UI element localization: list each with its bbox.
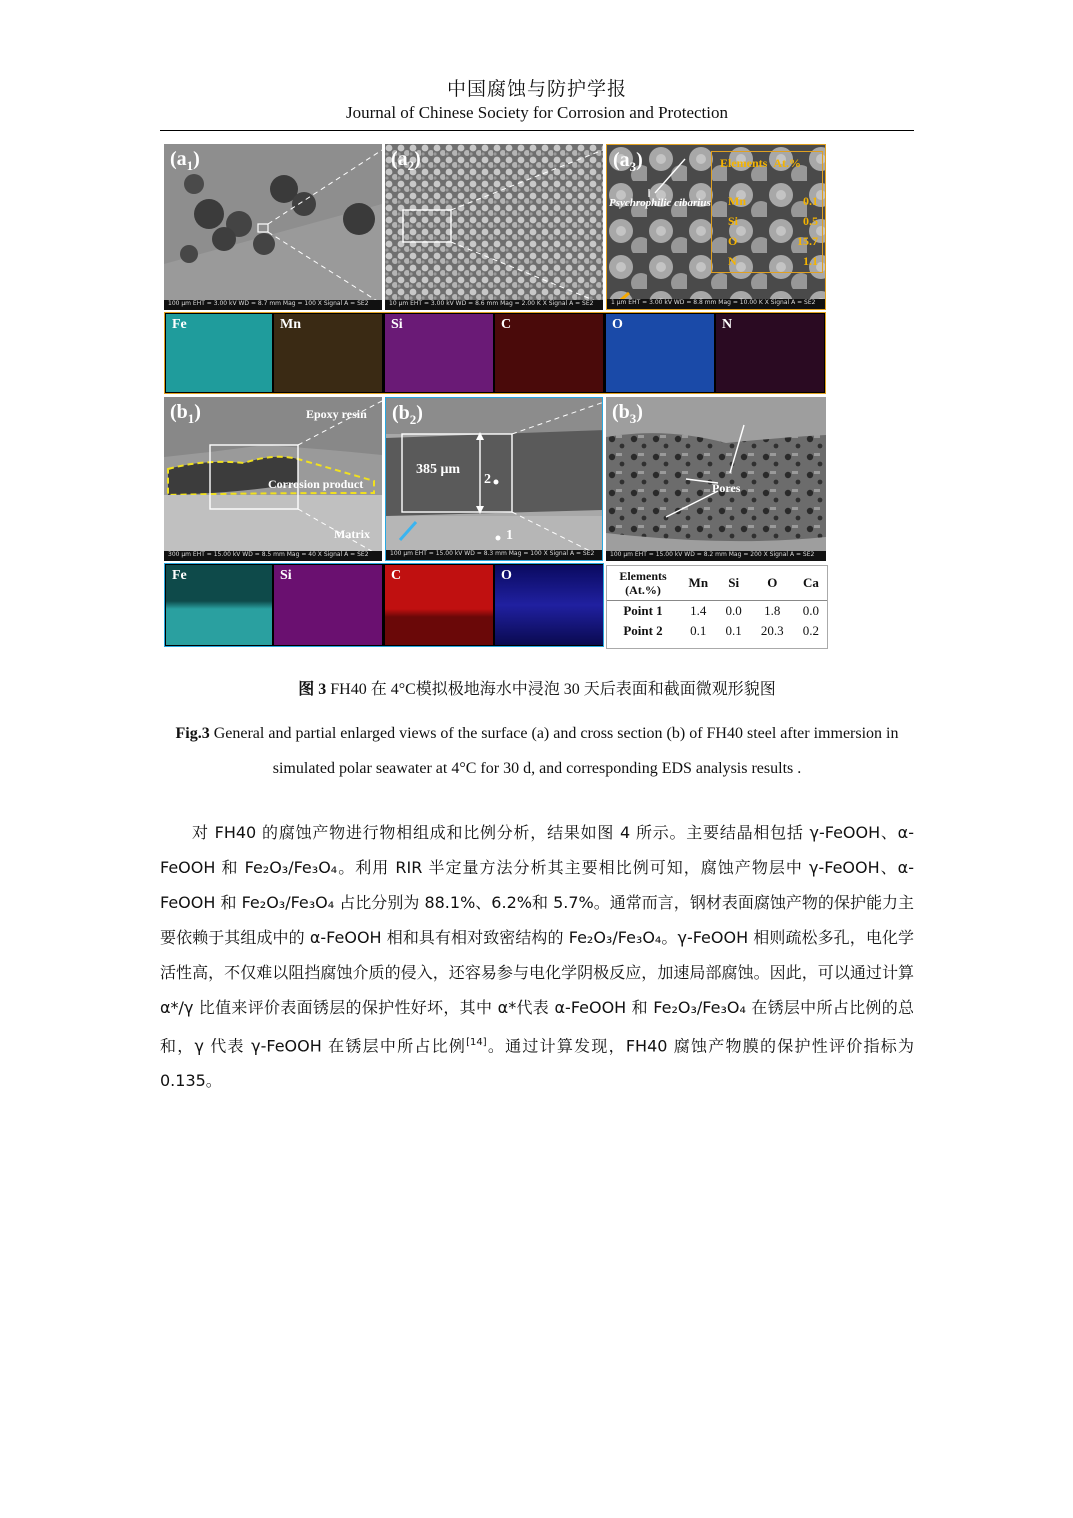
eds-row: Mn 0.1	[728, 194, 818, 208]
b-eds-table	[606, 565, 828, 649]
panel-a2-label: $(a_2)$	[391, 148, 421, 173]
journal-title-cn: 中国腐蚀与防护学报	[446, 78, 627, 100]
body-paragraph: 对 FH40 的腐蚀产物进行物相组成和比例分析，结果如图 4 所示。主要结晶相包括 γ-FeOOH、α-FeOOH 和 Fe₂O₃/Fe₃O₄。利用 RIR 半定量方法分析其主要相比例可知，腐蚀产物层中 γ-FeOOH、α-FeOOH 和 Fe₂O₃/Fe₃O₄ 占比分别为 88.1%、6.2%和 5.7%。通常而言，钢材表面腐蚀产物的保护能力主要依赖于其组成中的 α-FeOOH 相和具有相对致密结构的 Fe₂O₃/Fe₃O₄。γ-FeOOH 相则疏松多孔，电化学活性高，不仅难以阻挡腐蚀介质的侵入，还容易参与电化学阴极反应，加速局部腐蚀。因此，可以通过计算 α*/γ 比值来评价表面锈层的保护性好坏，其中 α*代表 α-FeOOH 和 Fe₂O₃/Fe₃O₄ 在锈层中所占比例的总和，γ 代表 γ-FeOOH 在锈层中所占比例[14]。通过计算发现，FH40 腐蚀产物膜的保护性评价指标为 0.135。	[160, 823, 914, 1091]
table-row: Point 2 0.1 0.1 20.3 0.2	[623, 623, 820, 638]
caption-cn-text: FH40 在 4°C模拟极地海水中浸泡 30 天后表面和截面微观形貌图	[326, 681, 776, 698]
b1-matrix-label: Matrix	[334, 527, 370, 541]
b1-corrosion-label: Corrosion product	[268, 477, 364, 491]
panel-b1-label: $(b_1)$	[170, 401, 201, 426]
panel-b2-scalebar: 100 μm EHT = 15.00 kV WD = 8.3 mm Mag = 100 X Signal A = SE2	[386, 550, 602, 560]
table-header-cell: Mn	[679, 566, 718, 601]
figure-caption-cn	[160, 676, 914, 699]
table-header-row	[607, 566, 827, 601]
panel-a3-scalebar: 1 μm EHT = 3.00 kV WD = 8.8 mm Mag = 10.00 K X Signal A = SE2	[607, 299, 825, 309]
b-map-si: Si	[274, 565, 382, 645]
panel-b3-scalebar: 100 μm EHT = 15.00 kV WD = 8.2 mm Mag = 200 X Signal A = SE2	[606, 551, 826, 561]
b2-point2-label: 2	[484, 472, 491, 487]
eds-header-at: At.%	[773, 156, 801, 170]
panel-b2-label: $(b_2)$	[392, 402, 423, 427]
b-map-c: C	[385, 565, 493, 645]
journal-header	[160, 76, 914, 124]
body-text	[160, 815, 914, 1098]
figure-caption-en	[160, 716, 914, 786]
caption-cn-label: 图 3	[298, 681, 327, 698]
panel-a3	[606, 144, 826, 310]
panel-a1	[164, 144, 382, 310]
panel-b3	[606, 397, 826, 561]
panel-a2	[385, 144, 603, 310]
panel-a1-label: $(a_1)$	[170, 148, 200, 173]
a-map-si: Si	[385, 314, 493, 392]
panel-a2-scalebar: 10 μm EHT = 3.00 kV WD = 8.6 mm Mag = 2.00 K X Signal A = SE2	[385, 300, 603, 310]
caption-en-text: General and partial enlarged views of the surface (a) and cross section (b) of FH40 steel after immersion in simulated polar seawater at 4°C for 30 d, and corresponding EDS analysis results .	[209, 725, 899, 777]
b2-thickness-label: 385 μm	[416, 462, 461, 477]
a3-organism-label: Psychrophilic cibarius	[609, 197, 711, 209]
a-map-mn: Mn	[274, 314, 382, 392]
eds-header-elements: Elements	[720, 156, 768, 170]
panel-b1-scalebar: 300 μm EHT = 15.00 kV WD = 8.5 mm Mag = 40 X Signal A = SE2	[164, 551, 382, 561]
table-header-cell: Ca	[795, 566, 827, 601]
panel-b2	[385, 397, 603, 561]
table-header-cell: Si	[718, 566, 750, 601]
table-header-cell: O	[750, 566, 795, 601]
a-map-fe: Fe	[166, 314, 272, 392]
caption-en-label: Fig.3	[175, 725, 210, 742]
eds-row: N 1.1	[728, 254, 818, 268]
eds-row: Si 0.5	[728, 214, 818, 228]
eds-row: O 15.7	[728, 234, 818, 248]
panel-a1-scalebar: 100 μm EHT = 3.00 kV WD = 8.7 mm Mag = 100 X Signal A = SE2	[164, 300, 382, 310]
panel-b1	[164, 397, 382, 561]
b-map-fe: Fe	[166, 565, 272, 645]
figure-3	[164, 144, 826, 647]
b3-pores-label: Pores	[712, 481, 741, 495]
a-map-c: C	[495, 314, 603, 392]
table-header-cell: Elements (At.%)	[607, 566, 679, 601]
b1-epoxy-label: Epoxy resin	[306, 407, 367, 421]
a-map-o: O	[606, 314, 714, 392]
panel-b3-label: $(b_3)$	[612, 401, 643, 426]
citation: [14]	[466, 1037, 487, 1048]
a-map-n: N	[716, 314, 824, 392]
b-map-o: O	[495, 565, 603, 645]
panel-a3-label: $(a_3)$	[613, 149, 643, 174]
header-rule	[160, 130, 914, 131]
a3-eds-inset	[711, 151, 823, 273]
b2-point1-label: 1	[506, 528, 513, 543]
table-row: Point 1 1.4 0.0 1.8 0.0	[623, 603, 820, 618]
journal-title-en: Journal of Chinese Society for Corrosion and Protection	[346, 103, 728, 122]
